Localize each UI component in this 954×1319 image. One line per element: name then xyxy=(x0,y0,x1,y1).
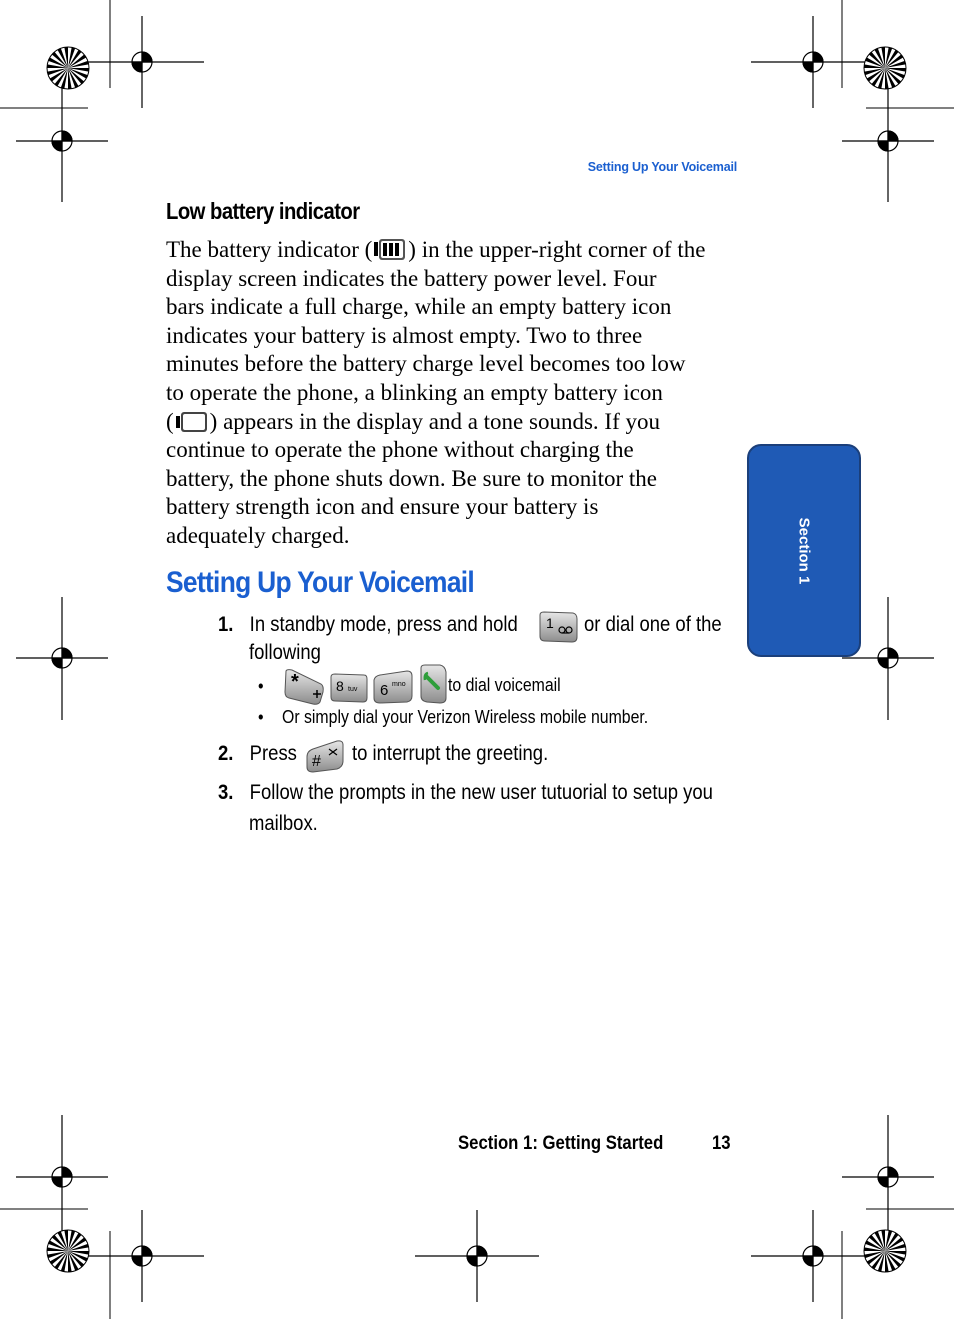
step-text: Follow the prompts in the new user tutuorial to setup you xyxy=(249,781,713,804)
send-key-icon xyxy=(418,664,448,704)
crosshair-mark xyxy=(842,80,934,202)
key-6-icon xyxy=(372,670,414,704)
step-text: Press xyxy=(249,742,297,765)
starburst-mark xyxy=(47,47,89,89)
section-tab xyxy=(747,444,861,657)
key-label: # xyxy=(312,753,321,770)
paragraph-line: indicates your battery is almost empty. Two to three xyxy=(166,322,643,348)
paragraph-line: The battery indicator ( ) in the upper-right corner of the xyxy=(166,237,706,262)
paragraph-line: battery, the phone shuts down. Be sure to monitor the xyxy=(166,465,658,491)
step-text: mailbox. xyxy=(249,812,318,835)
key-star-icon xyxy=(283,668,325,706)
step-number: 3. xyxy=(218,781,234,804)
key-sublabel: tuv xyxy=(348,686,358,693)
paragraph-line: battery strength icon and ensure your battery is xyxy=(166,494,599,520)
starburst-mark xyxy=(47,1230,89,1272)
paragraph-line: to operate the phone, a blinking an empty battery icon xyxy=(166,379,663,405)
section-tab-label: Section 1 xyxy=(795,517,813,584)
starburst-mark xyxy=(864,47,906,89)
paragraph-line: minutes before the battery charge level becomes too low xyxy=(166,351,686,377)
key-hash-icon xyxy=(305,739,345,773)
step-text: or dial one of the xyxy=(584,613,722,636)
paragraph-line: display screen indicates the battery power level. Four xyxy=(166,265,657,291)
bullet-mark: • xyxy=(258,707,264,727)
key-label: 8 xyxy=(336,678,344,694)
bullet-text: Or simply dial your Verizon Wireless mobile number. xyxy=(282,707,649,727)
crosshair-mark xyxy=(16,1115,108,1238)
paragraph-line: ( ) appears in the display and a tone sounds. If you xyxy=(166,408,660,434)
paragraph-line: bars indicate a full charge, while an empty battery icon xyxy=(166,294,672,320)
voicemail-heading: Setting Up Your Voicemail xyxy=(166,566,475,599)
footer-section-label: Section 1: Getting Started xyxy=(458,1133,664,1154)
step-2-continued xyxy=(352,742,548,766)
key-8-icon xyxy=(329,673,369,703)
key-label: * xyxy=(291,671,299,693)
key-label: 6 xyxy=(380,682,389,699)
crosshair-mark xyxy=(751,16,875,108)
crosshair-mark xyxy=(16,597,108,720)
key-label: 1 xyxy=(546,615,554,631)
step-1-line-2 xyxy=(249,641,321,665)
page-number: 13 xyxy=(712,1133,731,1154)
step-number: 2. xyxy=(218,742,234,765)
step-number: 1. xyxy=(218,613,234,636)
paragraph-line: adequately charged. xyxy=(166,522,350,548)
step-text: following xyxy=(249,641,321,664)
low-battery-heading: Low battery indicator xyxy=(166,198,360,224)
step-3-line-2 xyxy=(249,812,318,836)
step-text: In standby mode, press and hold xyxy=(249,613,518,636)
crosshair-mark xyxy=(751,1210,875,1302)
step-text: to interrupt the greeting. xyxy=(352,742,549,765)
running-head: Setting Up Your Voicemail xyxy=(587,160,737,174)
paragraph-line: continue to operate the phone without charging the xyxy=(166,437,634,463)
crosshair-mark xyxy=(80,16,204,108)
battery-full-icon xyxy=(373,238,407,262)
starburst-mark xyxy=(864,1230,906,1272)
key-1-voicemail-icon xyxy=(537,611,579,643)
crosshair-mark xyxy=(16,80,108,202)
crosshair-mark xyxy=(80,1210,204,1302)
key-sublabel: mno xyxy=(392,681,406,688)
bullet-mark: • xyxy=(258,676,264,696)
step-1-continued xyxy=(584,613,722,637)
bullet-text: to dial voicemail xyxy=(448,675,561,695)
low-battery-paragraph xyxy=(166,236,738,551)
crosshair-mark xyxy=(415,1210,539,1302)
crosshair-mark xyxy=(842,1115,934,1238)
battery-empty-icon xyxy=(175,410,209,434)
